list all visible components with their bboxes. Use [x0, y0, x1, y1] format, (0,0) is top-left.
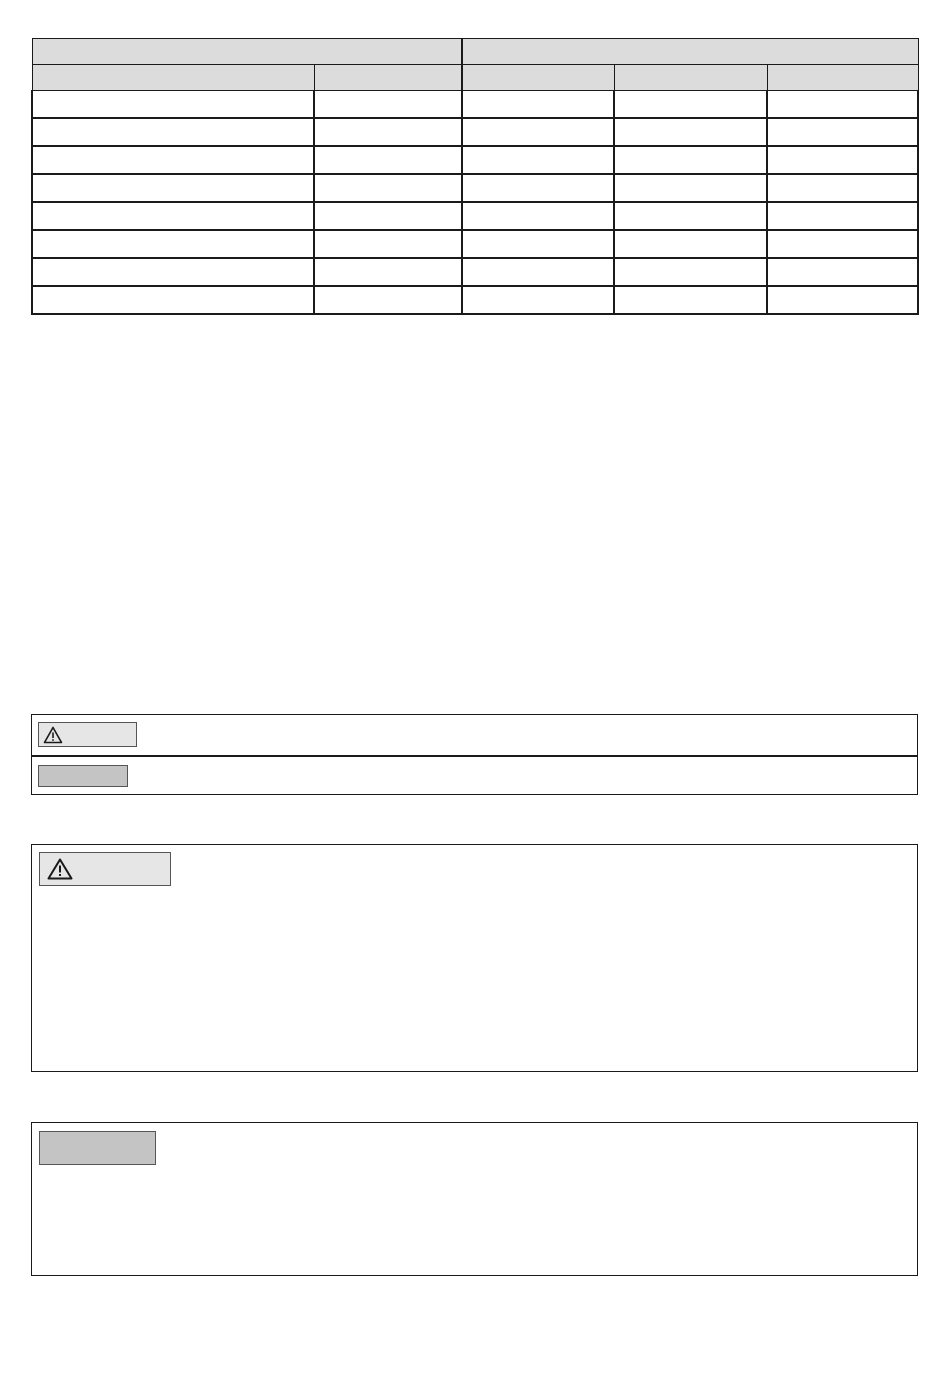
small-note-tag [38, 765, 128, 787]
warning-box [31, 844, 918, 1072]
table-cell [462, 174, 614, 202]
table-cell [614, 286, 767, 314]
table-cell [614, 91, 767, 119]
table-column-header [32, 65, 314, 91]
table-cell [767, 286, 918, 314]
table-cell [462, 118, 614, 146]
table-cell [462, 230, 614, 258]
table-cell [32, 230, 314, 258]
table-cell [767, 202, 918, 230]
table-cell [314, 286, 462, 314]
table-cell [767, 230, 918, 258]
table-cell [314, 230, 462, 258]
warning-tag [39, 852, 171, 886]
warning-triangle-icon [43, 726, 63, 744]
table-column-header-row [32, 65, 918, 91]
table-cell [314, 118, 462, 146]
table-cell [314, 91, 462, 119]
table-cell [462, 258, 614, 286]
table-cell [767, 146, 918, 174]
table-cell [32, 286, 314, 314]
table-row [32, 174, 918, 202]
table-column-header [767, 65, 918, 91]
table-column-header [462, 65, 614, 91]
table-cell [767, 258, 918, 286]
table-cell [32, 91, 314, 119]
table-row [32, 118, 918, 146]
table-cell [614, 258, 767, 286]
table-group-header-right [462, 39, 918, 65]
table-column-header [314, 65, 462, 91]
table-cell [614, 202, 767, 230]
warning-triangle-icon [47, 858, 73, 880]
table-cell [614, 146, 767, 174]
combined-notice-box [31, 714, 918, 795]
table-cell [462, 91, 614, 119]
table-cell [32, 202, 314, 230]
table-cell [767, 174, 918, 202]
table-group-header-left [32, 39, 462, 65]
table-row [32, 146, 918, 174]
table-cell [32, 118, 314, 146]
table-cell [462, 286, 614, 314]
table-cell [314, 174, 462, 202]
table-cell [32, 174, 314, 202]
table-cell [614, 118, 767, 146]
table-cell [314, 258, 462, 286]
table-cell [314, 202, 462, 230]
table-cell [462, 202, 614, 230]
note-box [31, 1122, 918, 1276]
small-warning-tag [38, 722, 137, 747]
table-cell [767, 118, 918, 146]
table-cell [767, 91, 918, 119]
table-row [32, 258, 918, 286]
table-cell [614, 174, 767, 202]
spec-table [31, 38, 919, 315]
table-cell [614, 230, 767, 258]
notice-divider [32, 755, 917, 757]
table-row [32, 202, 918, 230]
note-tag [39, 1131, 156, 1165]
table-cell [314, 146, 462, 174]
table-column-header [614, 65, 767, 91]
table-row [32, 230, 918, 258]
table-row [32, 91, 918, 119]
table-cell [462, 146, 614, 174]
table-cell [32, 258, 314, 286]
table-group-header-row [32, 39, 918, 65]
table-cell [32, 146, 314, 174]
table-row [32, 286, 918, 314]
